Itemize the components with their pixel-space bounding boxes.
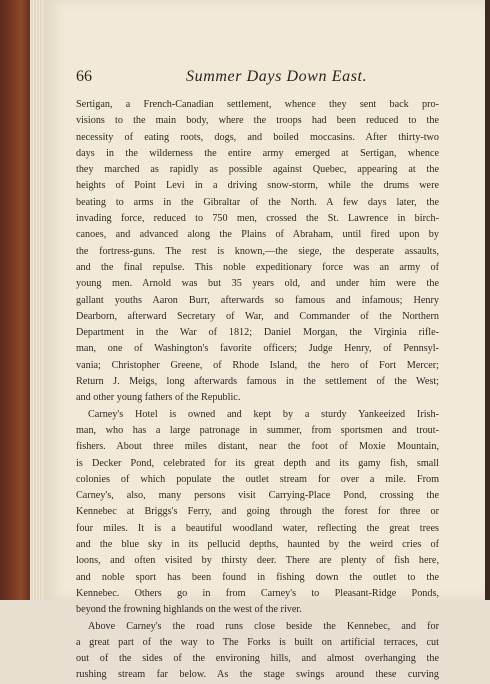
text-line: beating to arms in the Gibraltar of the North. A few days later, the — [76, 196, 439, 208]
text-line: is Decker Pond, celebrated for its great depth and its gamy fish, small — [76, 457, 439, 469]
text-line: man, who has a large patronage in summer, from sportsmen and trout- — [76, 424, 439, 436]
text-line: days in the wilderness the entire army emerged at Sertigan, whence — [76, 147, 439, 159]
text-line: man, one of Washington's favorite officers; Judge Henry, of Pennsyl- — [76, 343, 439, 355]
text-line: Kennebec. Others go in from Carney's to Pleasant-Ridge Ponds, — [76, 587, 439, 599]
text-line: Kennebec at Briggs's Ferry, and going through the forest for three or — [76, 506, 439, 518]
text-line: Carney's Hotel is owned and kept by a sturdy Yankeeized Irish- — [88, 408, 439, 420]
text-line: Above Carney's the road runs close beside the Kennebec, and for — [88, 620, 439, 632]
text-line: colonies of which populate the outlet stream for over a mile. From — [76, 473, 439, 485]
running-title: Summer Days Down East. — [186, 68, 368, 85]
text-line: vania; Christopher Greene, of Rhode Island, the hero of Fort Mercer; — [76, 359, 439, 371]
text-line: necessity of eating roots, dogs, and boiled moccasins. After thirty-two — [76, 131, 439, 143]
text-line: a great part of the way to The Forks is built on artificial terraces, cut — [76, 636, 439, 648]
text-line: loons, and often visited by thirsty deer. There are plenty of fish here, — [76, 555, 439, 567]
text-line: heights of Point Levi in a driving snow-storm, while the drums were — [76, 180, 439, 192]
text-line: four miles. It is a beautiful woodland water, reflecting the great trees — [76, 522, 439, 534]
page-edge-shadow — [485, 0, 490, 600]
body-text — [76, 97, 439, 684]
text-line: invading force, reduced to 750 men, crossed the St. Lawrence in birch- — [76, 213, 439, 225]
text-line: fishers. About three miles distant, near the foot of Moxie Mountain, — [76, 441, 439, 453]
text-line: out of the sides of the environing hills, and almost overhanging the — [76, 653, 439, 665]
text-line: Department in the War of 1812; Daniel Morgan, the Virginia rifle- — [76, 327, 439, 339]
book-binding — [0, 0, 30, 600]
text-line: young men. Arnold was but 35 years old, and under him were the — [76, 278, 439, 290]
text-line: Carney's, also, many persons visit Carrying-Place Pond, crossing the — [76, 490, 439, 502]
page-edges — [30, 0, 44, 600]
text-line: visions to the main body, where the troops had been reduced to the — [76, 115, 439, 127]
text-line: they marched as rapidly as possible against Quebec, appearing at the — [76, 164, 439, 176]
text-line: Sertigan, a French-Canadian settlement, whence they sent back pro- — [76, 99, 439, 110]
text-line: rushing stream far below. As the stage swings around these curving — [76, 669, 439, 681]
text-line: beyond the frowning highlands on the west of the river. — [76, 604, 302, 616]
text-line: canoes, and advanced along the Plains of Abraham, until fired upon by — [76, 229, 439, 241]
page-header — [76, 68, 436, 92]
text-line: and other young fathers of the Republic. — [76, 392, 241, 404]
text-line: and noble sport has been found in fishing down the outlet to the — [76, 571, 439, 583]
text-line: and the blue sky in its pellucid depths, haunted by the weird cries of — [76, 539, 439, 551]
page-number: 66 — [76, 68, 92, 85]
text-line: the fortress-guns. The rest is known,—the siege, the desperate assaults, — [76, 245, 439, 257]
text-line: Return J. Meigs, long afterwards famous in the settlement of the West; — [76, 376, 439, 388]
text-line: gallant youths Aaron Burr, afterwards so famous and infamous; Henry — [76, 294, 439, 306]
text-line: Dearborn, afterward Secretary of War, and Commander of the Northern — [76, 310, 439, 322]
text-line: and the final repulse. This noble expeditionary force was an army of — [76, 261, 439, 273]
